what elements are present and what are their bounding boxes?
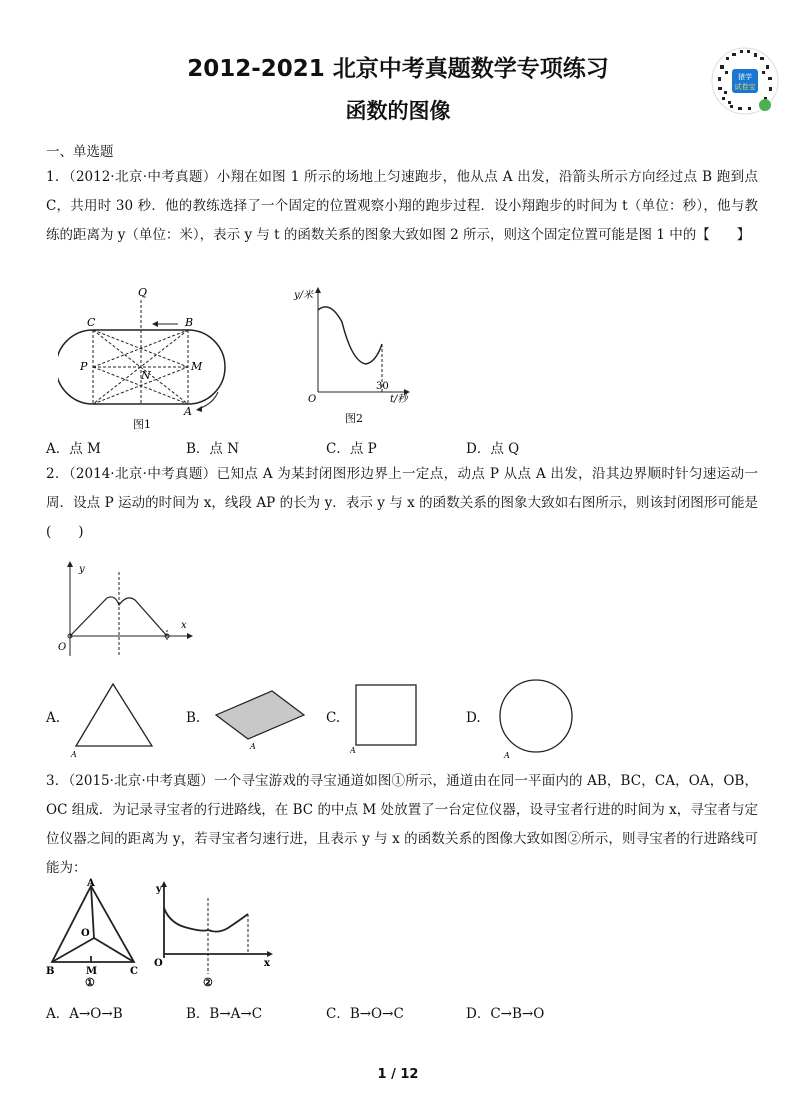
fig2-xlabel: t/秒 [390, 394, 408, 405]
q3-figure-1 [44, 878, 148, 988]
label-M: M [191, 360, 203, 373]
page-subtitle: 函数的图像 [345, 99, 451, 123]
q3-label-O: O [81, 928, 90, 939]
fig2-origin: O [308, 394, 317, 405]
q2-graph-x: x [181, 620, 187, 631]
q2-a-point: A [71, 750, 77, 758]
page-title: 2012-2021 北京中考真题数学专项练习 [187, 56, 609, 82]
q3-fig1-caption: ① [85, 976, 95, 988]
fig1-caption: 图1 [133, 418, 151, 430]
q2-option-c[interactable]: C. [326, 710, 341, 726]
q2-option-d-circle [496, 676, 578, 762]
q1-option-d[interactable]: D．点 Q [466, 441, 520, 457]
question-1-text: 1．（2012·北京·中考真题）小翔在如图 1 所示的场地上匀速跑步，他从点 A 出发，沿箭头所示方向经过点 B 跑到点 C，共用时 30 秒．他的教练选择了一个固定的位置观察小翔的跑步过程．设小翔跑步的时间为 t（单位：秒），他与教练的距离为 y（单位：米），表示 y 与 t 的函数关系的图象大致如图 2 所示，则这个固定位置可能是图 1 中的【 】 [46, 169, 758, 243]
q2-option-a[interactable]: A. [46, 710, 61, 726]
q2-option-c-square [350, 683, 422, 755]
q3-option-a[interactable]: A．A→O→B [46, 1006, 123, 1022]
q2-b-point: A [250, 742, 256, 751]
q3-figure-2 [148, 878, 278, 988]
q2-graph-y: y [79, 564, 85, 575]
section-heading: 一、单选题 [46, 144, 114, 160]
qr-text-1: 猿学 [738, 73, 752, 81]
q3-label-A: A [87, 878, 95, 889]
q2-graph-origin: O [58, 642, 67, 653]
q2-option-b[interactable]: B. [186, 710, 201, 726]
q3-label-B: B [46, 966, 55, 977]
q3-fig2-origin: O [154, 958, 163, 969]
question-2-text: 2．（2014·北京·中考真题）已知点 A 为某封闭图形边界上一定点，动点 P 从点 A 出发，沿其边界顺时针匀速运动一周．设点 P 运动的时间为 x，线段 AP 的长为 y．表示 y 与 x 的函数关系的图象大致如右图所示，则该封闭图形可能是( ) [46, 466, 758, 540]
page-number: 1 / 12 [377, 1067, 419, 1082]
label-N: N [141, 369, 151, 382]
label-C: C [87, 316, 96, 329]
q1-option-c[interactable]: C．点 P [326, 441, 377, 457]
q1-figure-2 [290, 282, 420, 430]
q2-graph [55, 558, 200, 660]
q2-option-d[interactable]: D. [466, 710, 481, 726]
q2-d-point: A [504, 751, 510, 760]
label-Q: Q [138, 286, 148, 299]
label-P: P [80, 360, 88, 373]
fig2-tick: 30 [376, 381, 389, 392]
q2-option-a-triangle [68, 678, 158, 758]
fig2-caption: 图2 [345, 412, 363, 425]
q3-fig2-caption: ② [203, 976, 213, 988]
q1-option-b[interactable]: B．点 N [186, 441, 240, 457]
fig2-ylabel: y/米 [294, 290, 314, 301]
qr-text-2: 试卷宝 [734, 83, 756, 91]
question-3-text: 3．（2015·北京·中考真题）一个寻宝游戏的寻宝通道如图①所示，通道由在同一平面内的 AB，BC，CA，OA，OB，OC 组成．为记录寻宝者的行进路线，在 BC 的中点 M 处放置了一台定位仪器，设寻宝者行进的时间为 x，寻宝者与定位仪器之间的距离为 y，若寻宝者匀速行进，且表示 y 与 x 的函数关系的图像大致如图②所示，则寻宝者的行进路线可能为： [46, 773, 758, 876]
q2-option-b-rhombus [208, 685, 308, 755]
label-B: B [185, 316, 194, 329]
q3-option-b[interactable]: B．B→A→C [186, 1006, 263, 1022]
q3-label-M: M [86, 966, 98, 977]
q3-label-C: C [130, 966, 138, 977]
q3-fig2-x: x [264, 958, 270, 969]
q2-c-point: A [350, 746, 356, 755]
q3-option-d[interactable]: D．C→B→O [466, 1006, 545, 1022]
q3-fig2-y: y [156, 884, 162, 895]
q3-option-c[interactable]: C．B→O→C [326, 1006, 404, 1022]
q1-figure-1 [58, 282, 228, 430]
q1-option-a[interactable]: A．点 M [46, 441, 101, 457]
label-A: A [184, 405, 192, 418]
qr-code [710, 45, 780, 117]
